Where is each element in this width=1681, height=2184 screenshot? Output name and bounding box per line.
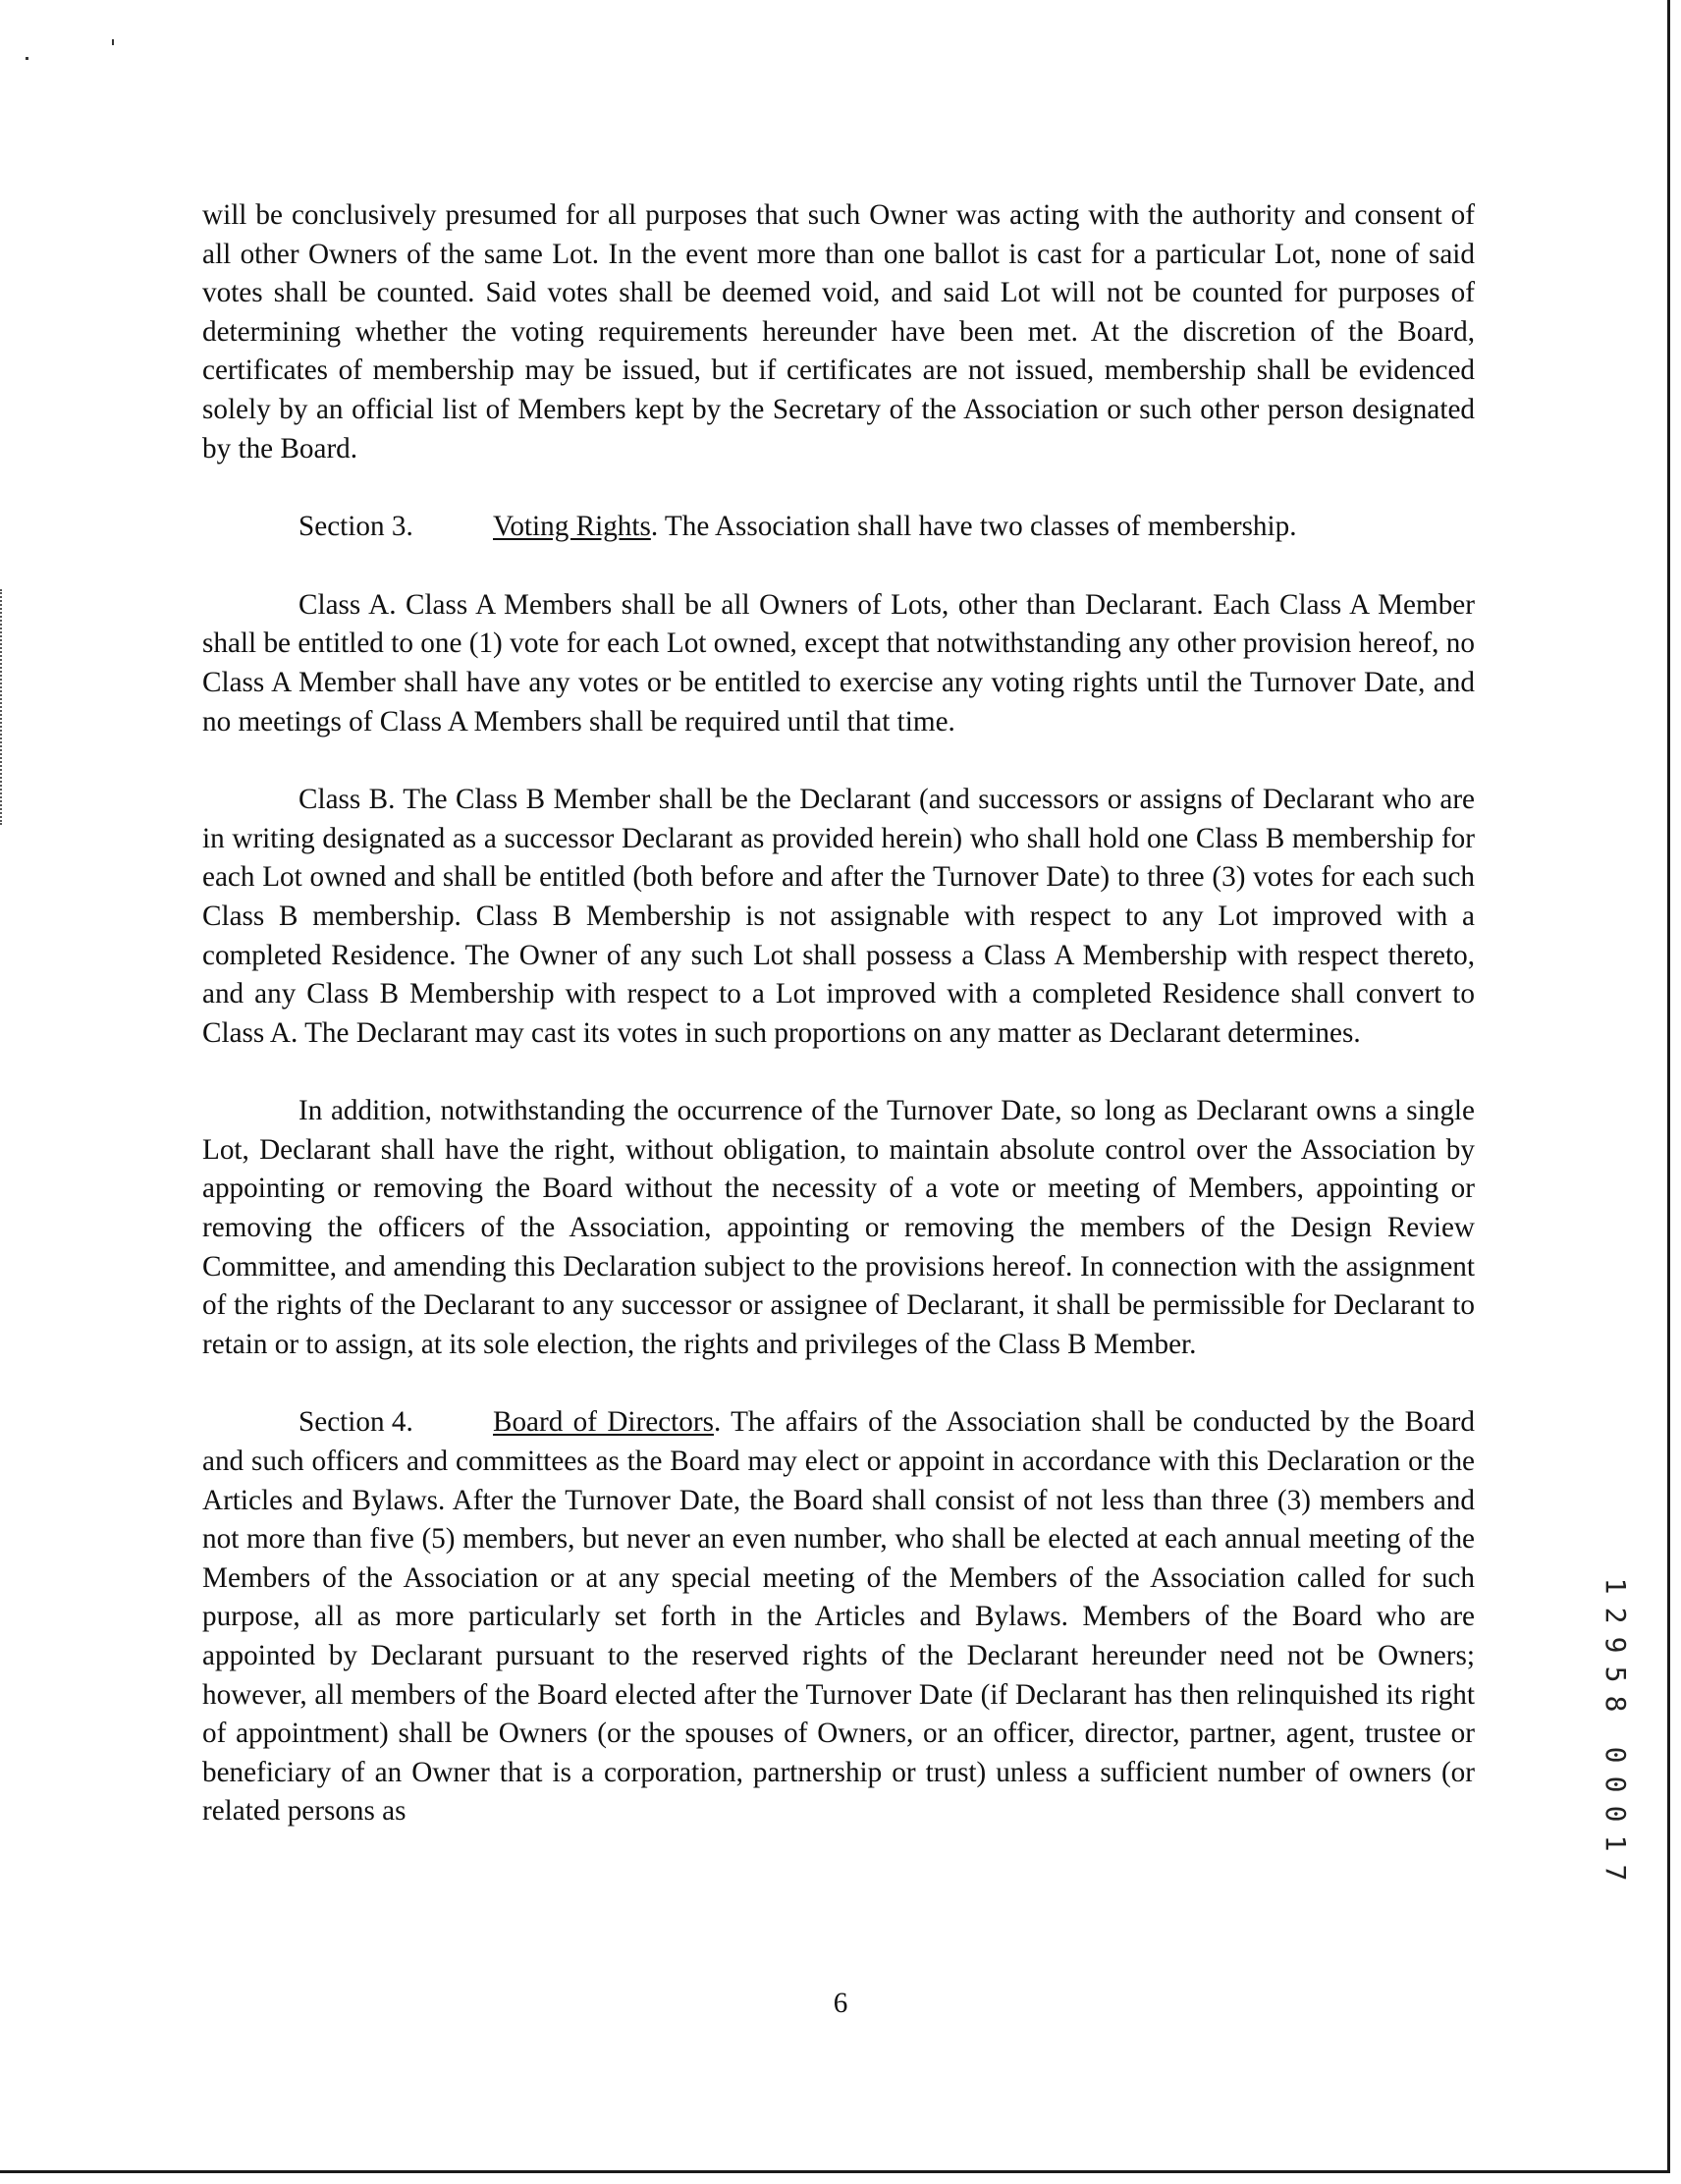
section-3-number: Section 3. xyxy=(298,511,413,543)
stamp-top-digits xyxy=(1599,1571,1632,1719)
stamp-digit: 8 xyxy=(1600,1695,1632,1713)
class-a-paragraph: Class A. Class A Members shall be all Owners of Lots, other than Declarant. Each Class A Member shall be entitled to one (1) vote for each Lot owned, except that notwithstanding any other provision hereof, no Class A Member shall have any votes or be entitled to exercise any voting rights until the Turnover Date, and no meetings of Class A Members shall be required until that time. xyxy=(202,588,1475,737)
stamp-digit: 0 xyxy=(1600,1805,1632,1823)
stamp-bottom-digits xyxy=(1599,1740,1632,1887)
scan-speck xyxy=(26,57,28,60)
addition-paragraph: In addition, notwithstanding the occurrence of the Turnover Date, so long as Declarant owns a single Lot, Declarant shall have the right, without obligation, to maintain absolute control over the Association by appointing or removing the Board without the necessity of a vote or meeting of Members, appointing or removing the officers of the Association, appointing or removing the members of the Design Review Committee, and amending this Declaration subject to the provisions hereof. In connection with the assignment of the rights of the Declarant to any successor or assignee of Declarant, it shall be permissible for Declarant to retain or to assign, at its sole election, the rights and privileges of the Class B Member. xyxy=(202,1095,1475,1360)
stamp-digit: 1 xyxy=(1600,1834,1632,1852)
stamp-digit: 9 xyxy=(1600,1636,1632,1654)
section-4-title: Board of Directors xyxy=(493,1406,714,1439)
scan-border-right xyxy=(1667,0,1670,2172)
stamp-digit: 7 xyxy=(1600,1864,1632,1882)
recording-stamp xyxy=(1599,1571,1632,1887)
section-4-number: Section 4. xyxy=(298,1406,413,1439)
paragraph-continuation: will be conclusively presumed for all purposes that such Owner was acting with the authority and consent of all other Owners of the same Lot. In the event more than one ballot is cast for a particular Lot, none of said votes shall be counted. Said votes shall be deemed void, and said Lot will not be counted for purposes of determining whether the voting requirements hereunder have been met. At the discretion of the Board, certificates of membership may be issued, but if certificates are not issued, membership shall be evidenced solely by an official list of Members kept by the Secretary of the Association or such other person designated by the Board. xyxy=(202,199,1475,464)
page-number: 6 xyxy=(833,1988,848,2019)
stamp-digit: 0 xyxy=(1600,1775,1632,1793)
stamp-digit: 2 xyxy=(1600,1607,1632,1624)
document-body xyxy=(202,196,1475,1831)
stamp-digit: 5 xyxy=(1600,1665,1632,1683)
scan-border-bottom xyxy=(0,2170,1670,2173)
stamp-digit: 1 xyxy=(1600,1577,1632,1595)
section-4-paragraph xyxy=(202,1403,1475,1831)
stamp-digit: 0 xyxy=(1600,1746,1632,1764)
section-3-text: . The Association shall have two classes of membership. xyxy=(650,511,1297,543)
section-3-title: Voting Rights xyxy=(493,511,651,543)
class-b-paragraph: Class B. The Class B Member shall be the Declarant (and successors or assigns of Declarant who are in writing designated as a successor Declarant as provided herein) who shall hold one Class B membership for each Lot owned and shall be entitled (both before and after the Turnover Date) to three (3) votes for each such Class B membership. Class B Membership is not assignable with respect to any Lot improved with a completed Residence. The Owner of any such Lot shall possess a Class A Membership with respect thereto, and any Class B Membership with respect to a Lot improved with a completed Residence shall convert to Class A. The Declarant may cast its votes in such proportions on any matter as Declarant determines. xyxy=(202,784,1475,1049)
scan-edge-marks xyxy=(0,589,6,825)
scan-speck xyxy=(112,39,114,45)
section-4-text: . The affairs of the Association shall be conducted by the Board and such officers and committees as the Board may elect or appoint in accordance with this Declaration or the Articles and Bylaws. After the Turnover Date, the Board shall consist of not less than three (3) members and not more than five (5) members, but never an even number, who shall be elected at each annual meeting of the Members of the Association or at any special meeting of the Members of the Association called for such purpose, all as more particularly set forth in the Articles and Bylaws. Members of the Board who are appointed by Declarant pursuant to the reserved rights of the Declarant hereunder need not be Owners; however, all members of the Board elected after the Turnover Date (if Declarant has then relinquished its right of appointment) shall be Owners (or the spouses of Owners, or an officer, director, partner, agent, trustee or beneficiary of an Owner that is a corporation, partnership or trust) unless a sufficient number of owners (or related persons as xyxy=(202,1406,1475,1828)
section-3-paragraph xyxy=(202,508,1475,547)
